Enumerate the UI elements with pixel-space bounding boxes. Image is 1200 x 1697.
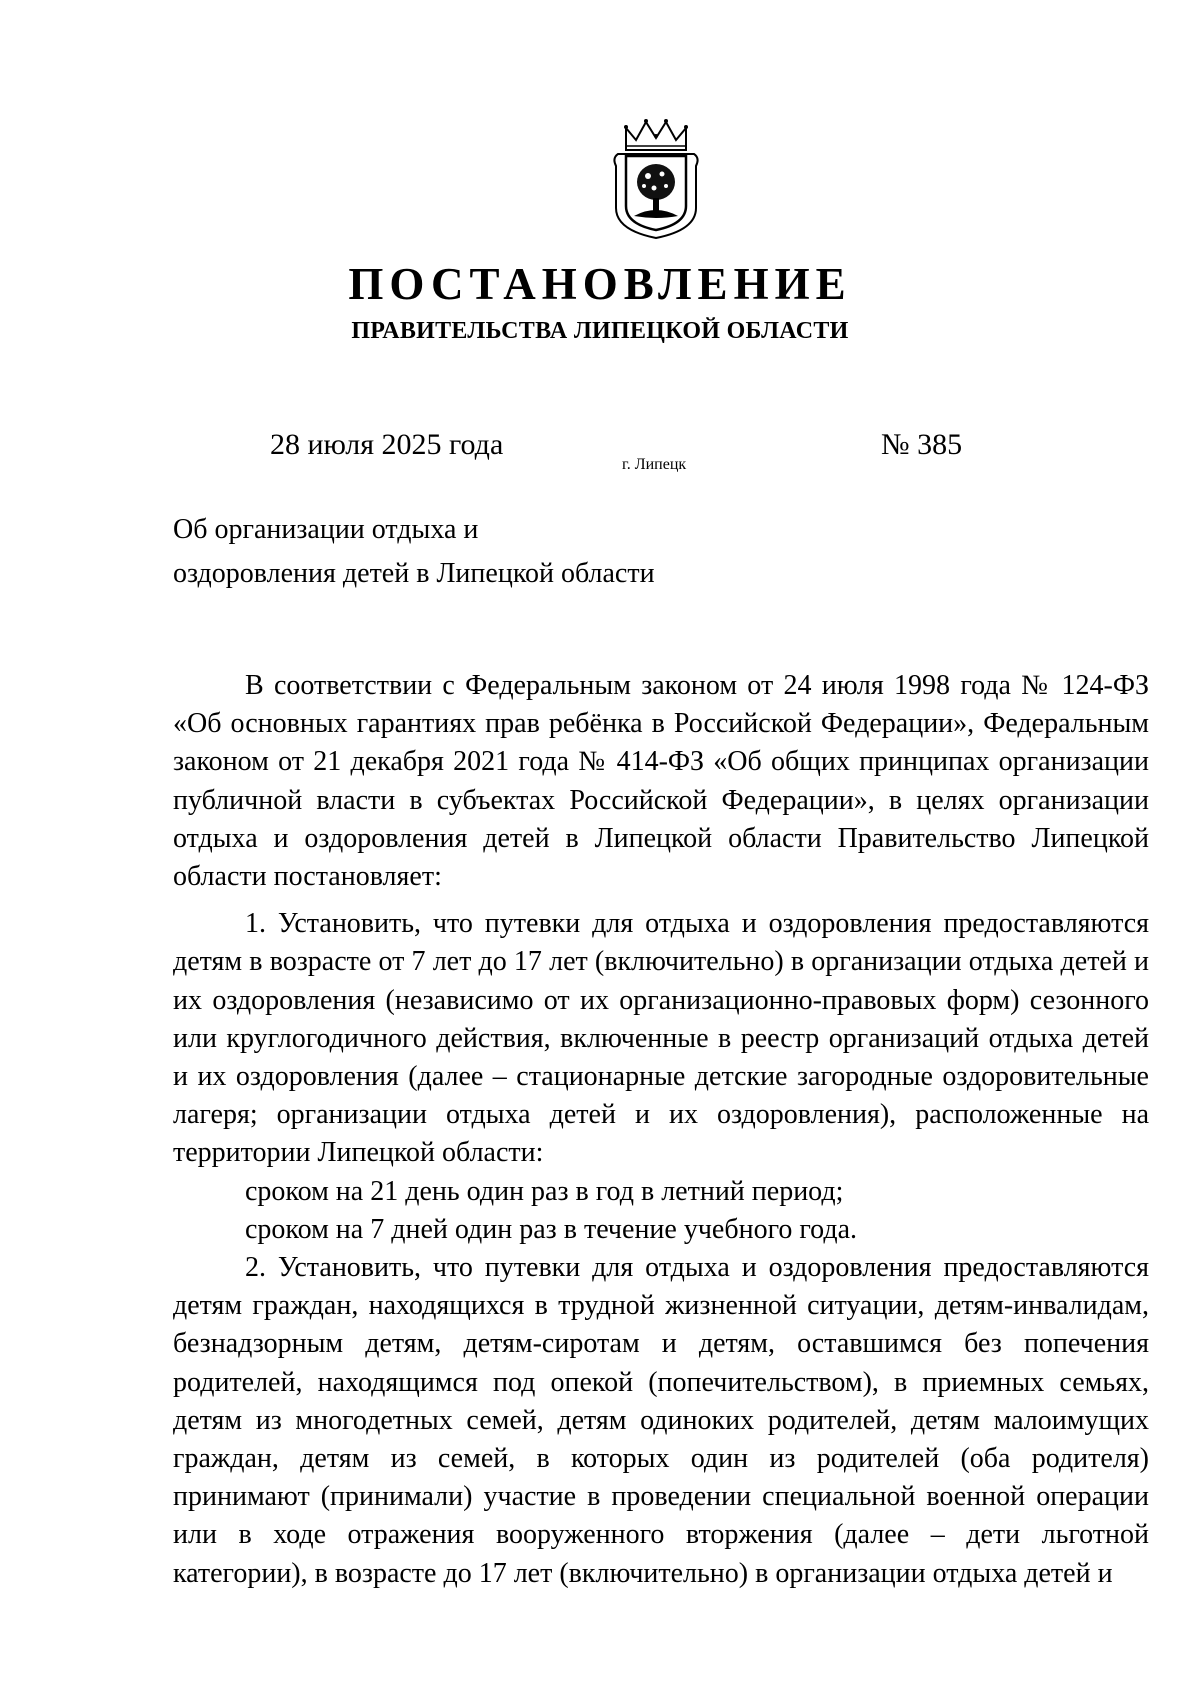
body-paragraph: 1. Установить, что путевки для отдыха и оздоровления предоставляются детям в возрасте от 7 лет до 17 лет (включительно) в организации отдыха детей и их оздоровления (независимо от их организационно-правовых форм) сезонного или круглогодичного действия, включенные в реестр организаций отдыха детей и их оздоровления (далее – стационарные детские загородные оздоровительные лагеря; организации отдыха детей и их оздоровления), расположенные на территории Липецкой области: [173,908,1149,1169]
body-paragraph: В соответствии с Федеральным законом от 24 июля 1998 года № 124-ФЗ «Об основных гарантиях прав ребёнка в Российской Федерации», Федеральным законом от 21 декабря 2021 года № 414-ФЗ «Об общих принципах организации публичной власти в субъектах Российской Федерации», в целях организации отдыха и оздоровления детей в Липецкой области Правительство Липецкой области постановляет: [173,670,1149,893]
issuing-authority: ПРАВИТЕЛЬСТВА ЛИПЕЦКОЙ ОБЛАСТИ [351,318,849,344]
document-body [173,667,1149,1602]
document-date: 28 июля 2025 года [270,428,504,461]
document-number: № 385 [881,428,963,461]
body-list-item: сроком на 21 день один раз в год в летний период; [245,1175,844,1207]
body-paragraph: 2. Установить, что путевки для отдыха и оздоровления предоставляются детям граждан, находящихся в трудной жизненной ситуации, детям-инвалидам, безнадзорным детям, детям-сиротам и детям, оставшимся без попечения родителей, находящимся под опекой (попечительством), в приемных семьях, детям из многодетных семей, детям одиноких родителей, детям малоимущих граждан, детям из семей, в которых один из родителей (оба родителя) принимают (принимали) участие в проведении специальной военной операции или в ходе отражения вооруженного вторжения (далее – дети льготной категории), в возрасте до 17 лет (включительно) в организации отдыха детей и [173,1252,1149,1589]
document-subject [173,508,655,596]
document-title: ПОСТАНОВЛЕНИЕ [348,259,852,309]
subject-line: Об организации отдыха и [173,514,479,545]
coat-of-arms-icon [612,118,700,240]
document-city: г. Липецк [622,456,687,473]
subject-line: оздоровления детей в Липецкой области [173,558,655,589]
body-list-item: сроком на 7 дней один раз в течение учебного года. [245,1213,858,1245]
